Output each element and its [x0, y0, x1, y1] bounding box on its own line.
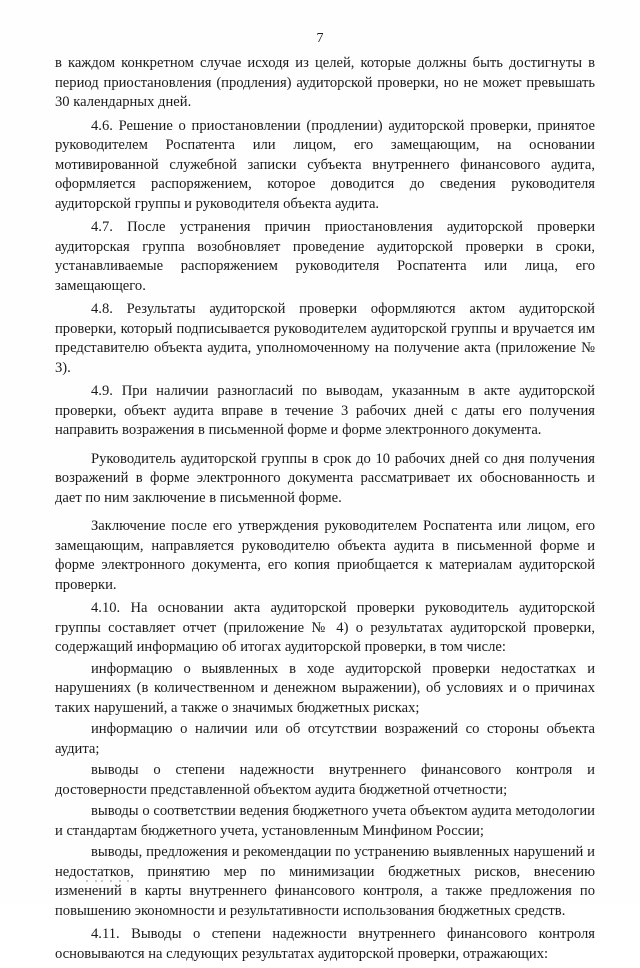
scan-artifact-dots [86, 880, 146, 886]
paragraph-4-10: 4.10. На основании акта аудиторской проверки руководитель аудиторской группы составляет отчет (приложение № 4) о результатах аудиторской проверки, содержащий информацию об итогах аудиторской проверки, в том числе: [55, 600, 595, 655]
list-item-violations-info: информацию о выявленных в ходе аудиторской проверки недостатках и нарушениях (в количественном и денежном выражении), об условиях и о причинах таких нарушений, а также о значимых бюджетных рисках; [55, 660, 595, 716]
paragraph-4-11: 4.11. Выводы о степени надежности внутреннего финансового контроля основываются на следующих результатах аудиторской проверки, отражающих: [55, 926, 595, 962]
paragraph-4-6: 4.6. Решение о приостановлении (продлении) аудиторской проверки, принятое руководителем Роспатента или лицом, его замещающим, на основании мотивированной служебной записки субъекта внутреннего финансового аудита, оформляется распоряжением, которое доводится до сведения руководителя аудиторской группы и руководителя объекта аудита. [55, 117, 595, 212]
paragraph-continuation: в каждом конкретном случае исходя из целей, которые должны быть достигнуты в период приостановления (продления) аудиторской проверки, но не может превышать 30 календарных дней. [55, 55, 595, 110]
paragraph-4-8: 4.8. Результаты аудиторской проверки оформляются актом аудиторской проверки, который подписывается руководителем аудиторской группы и вручается им представителю объекта аудита, уполномоченному на получение акта (приложение № 3). [55, 301, 595, 376]
page-number: 7 [316, 31, 324, 46]
paragraph-audit-group-leader: Руководитель аудиторской группы в срок до 10 рабочих дней со дня получения возражений в форме электронного документа рассматривает их обоснованность и дает по ним заключение в письменной форме. [55, 450, 595, 506]
paragraph-4-9: 4.9. При наличии разногласий по выводам, указанным в акте аудиторской проверки, объект аудита вправе в течение 3 рабочих дней с даты его получения направить возражения в письменной форме и форме электронного документа. [55, 383, 595, 438]
list-item-control-reliability: выводы о степени надежности внутреннего финансового контроля и достоверности представленной объектом аудита бюджетной отчетности; [55, 762, 595, 798]
list-item-recommendations: выводы, предложения и рекомендации по устранению выявленных нарушений и недостатков, принятию мер по минимизации бюджетных рисков, внесению изменений в карты внутреннего финансового контроля, а также предложения по повышению экономности и результативности использования бюджетных средств. [55, 844, 595, 919]
paragraph-4-7: 4.7. После устранения причин приостановления аудиторской проверки аудиторская группа возобновляет проведение аудиторской проверки в сроки, устанавливаемые распоряжением руководителя Роспатента или лица, его замещающего. [55, 219, 595, 294]
page-body [55, 54, 595, 968]
paragraph-conclusion: Заключение после его утверждения руководителем Роспатента или лицом, его замещающим, направляется руководителю объекта аудита в письменной форме и форме электронного документа, его копия приобщается к материалам аудиторской проверки. [55, 518, 595, 593]
list-item-accounting-compliance: выводы о соответствии ведения бюджетного учета объектом аудита методологии и стандартам бюджетного учета, установленным Минфином России; [55, 803, 595, 839]
list-item-objections-info: информацию о наличии или об отсутствии возражений со стороны объекта аудита; [55, 721, 595, 757]
